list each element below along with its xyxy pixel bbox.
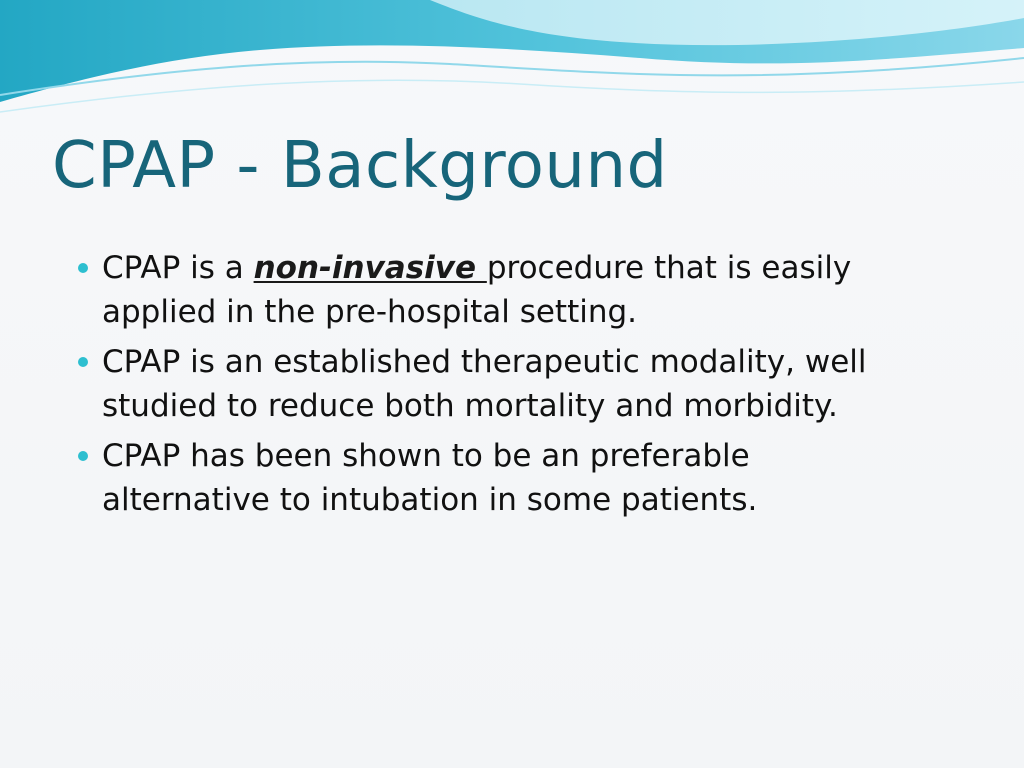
bullet-icon bbox=[78, 357, 88, 367]
bullet-icon bbox=[78, 263, 88, 273]
header-wave-decoration bbox=[0, 0, 1024, 130]
bullet-item bbox=[78, 246, 952, 334]
non-invasive-term: non-invasive bbox=[253, 250, 487, 286]
bullet-item bbox=[78, 434, 892, 522]
bullet-text: CPAP is an established therapeutic modality, well studied to reduce both mortality and morbidity. bbox=[102, 344, 867, 424]
wave-line-2 bbox=[0, 80, 1024, 112]
bullet-icon bbox=[78, 451, 88, 461]
bullet-text: CPAP has been shown to be an preferable alternative to intubation in some patients. bbox=[102, 438, 758, 518]
bullet-list bbox=[78, 246, 958, 528]
bullet-text-after-term: procedure that is easily applied in the pre-hospital setting. bbox=[102, 250, 852, 330]
slide-title: CPAP - Background bbox=[52, 129, 668, 203]
bullet-item bbox=[78, 340, 932, 428]
bullet-text-before-term: CPAP is a bbox=[102, 250, 254, 286]
